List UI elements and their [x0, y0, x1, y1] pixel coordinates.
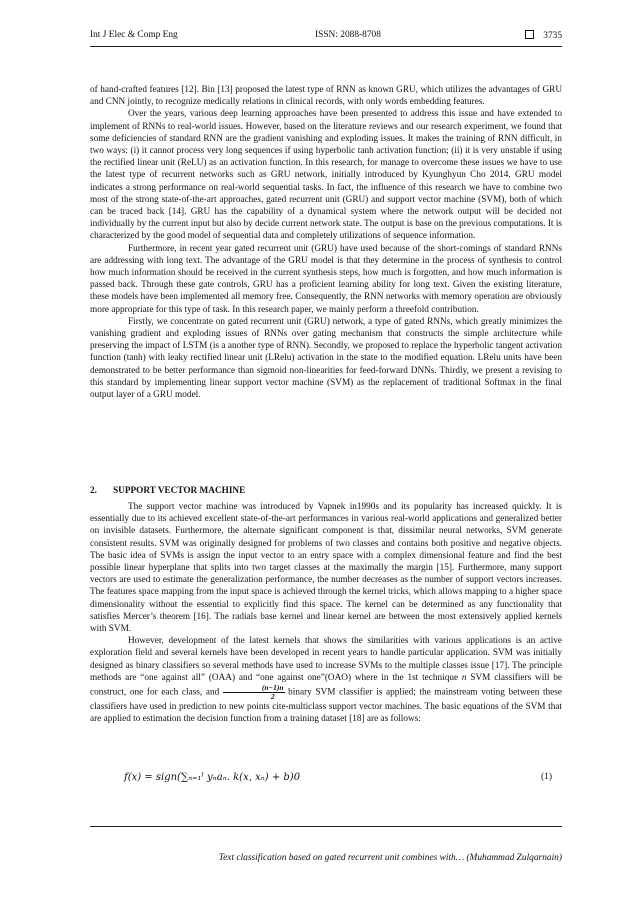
paragraph: The support vector machine was introduced by Vapnek in1990s and its popularity has increased quickly. It is essentially due to its achieved excellent state-of-the-art performances in various real-world applications and generalized better on invisible datasets. Furthermore, the alternate significant component is that, dissimilar neural networks, SVM generate consistent results. SVM was originally designed for problems of two classes and contains both positive and negative objects. The basic idea of SVMs is assign the input vector to an entry space with a complex dimensional feature and find the best possible linear hyperplane that splits into two target classes at the maximally the margin [15]. Furthermore, many support vectors are used to estimate the generalization performance, the number decreases as the number of support vectors increases. The features space mapping from the input space is achieved through the kernel tricks, which allows mapping to a higher space dimensionality without the essential to explicitly find this space. The kernel can be determined as any functionality that satisfies Mercer’s theorem [16]. The radials base kernel and linear kernel are between the most extensively applied kernels with SVM. — [90, 502, 562, 635]
paragraph-with-fraction — [90, 635, 562, 725]
issn: ISSN: 2088-8708 — [315, 30, 381, 40]
fraction-denominator: 2 — [270, 692, 275, 702]
fraction-numerator: (n−1)n — [223, 684, 285, 693]
running-header — [90, 30, 562, 44]
page-number-area — [525, 30, 562, 41]
math-n: n — [461, 672, 467, 683]
footer-rule — [90, 826, 562, 827]
running-footer: Text classification based on gated recurrent unit combines with… (Muhammad Zulqarnain) — [218, 853, 562, 863]
paragraph: Over the years, various deep learning approaches have been presented to address this issue and have extended to implement of RNNs to real-world issues. However, based on the literature reviews and our research experiment, we found that some deficiencies of standard RNN are the gradient vanishing and exploding issues. It makes the training of RNN difficult, in two ways: (i) it cannot process very long sequences if using hyperbolic tanh activation function; (ii) it is very unstable if using the rectified linear unit (ReLU) as an activation function. In this research, for manage to overcome these issues we have to use the latest type of recurrent networks such as GRU network, initially introduced by Kyunghyun Cho 2014. GRU model indicates a strong performance on real-world sequential tasks. In fact, the influence of this research we have to combine two most of the strong state-of-the-art approaches, gated recurrent unit (GRU) and support vector machine (SVM), both of which can be traced back [14]. GRU has the capability of a dynamical system where the network output will be decided not individually by the current input but also by decide current network state. The output is base on the previous computations. It is characterized by the good model of sequential data and completely utilizations of sequence information. — [90, 109, 562, 242]
paragraph: of hand-crafted features [12]. Bin [13] proposed the latest type of RNN as known GRU, which utilizes the advantages of GRU and CNN jointly, to recognize medically relations in clinical records, with only words embedding features. — [90, 85, 562, 108]
page-number: 3735 — [543, 31, 562, 41]
section-text — [90, 501, 562, 725]
equation-number: (1) — [541, 772, 553, 782]
text-run: However, development of the latest kernels that shows the similarities with various applications is an active exploration field and several kernels have been developed in recent years to handle particular application. SVM was initially designed as binary classifiers so several methods have used to increase SVMs to the multiple classes issue [17]. The principle methods are “one against all” (OAA) and “one against one”(OAO) where in the 1st technique — [90, 636, 562, 683]
section-title: SUPPORT VECTOR MACHINE — [113, 486, 246, 496]
journal-name: Int J Elec & Comp Eng — [90, 30, 178, 40]
paragraph: Furthermore, in recent year gated recurrent unit (GRU) have used because of the short-comings of standard RNNs are addressing with long text. The advantage of the GRU model is that they determine in the process of synthesis to control how much information should be received in the current synthesis steps, how much is forgotten, and how much information is passed back. Through these gate controls, GRU has a proficient learning ability for long text. Given the existing literature, these models have been implemented all memory free. Consequently, the RNN networks with memory operation are obviously more appropriate for this type of task. In this research paper, we mainly perform a threefold contribution. — [90, 243, 562, 315]
section-heading — [90, 486, 245, 496]
header-rule — [90, 46, 562, 47]
svm-decision-equation: f(x) = sign(∑ₙ₌₁ˡ yₙaₙ. k(x, xₙ) + b)0 — [124, 772, 301, 783]
section-number: 2. — [90, 486, 97, 496]
checkbox-square-icon — [525, 30, 534, 39]
text-run: binary SVM classifier is applied; the mainstream voting between these classifiers have used in prediction to new points cite-multiclass support vector machines. The basic equations of the SVM that are applied to estimation the decision function from a training dataset [18] are as follows: — [90, 687, 562, 725]
paragraph: Firstly, we concentrate on gated recurrent unit (GRU) network, a type of gated RNNs, which greatly minimizes the vanishing gradient and exploding issues of RNNs over gating mechanism that constructs the simple architecture while preserving the impact of LSTM (is a another type of RNN). Secondly, we proposed to replace the hyperbolic tangent activation function (tanh) with leaky rectified linear unit (LRelu) activation in the state to the modified equation. LRelu units have been demonstrated to be better performance than sigmoid non-linearities for feed-forward DNNs. Thirdly, we present a revising to this standard by implementing linear support vector machine (SVM) as the replacement of traditional Softmax in the final output layer of a GRU model. — [90, 316, 562, 401]
text-run: SVM classifiers will be construct, one for each class, and — [90, 672, 563, 698]
fraction — [223, 684, 285, 701]
intro-text — [90, 84, 562, 401]
